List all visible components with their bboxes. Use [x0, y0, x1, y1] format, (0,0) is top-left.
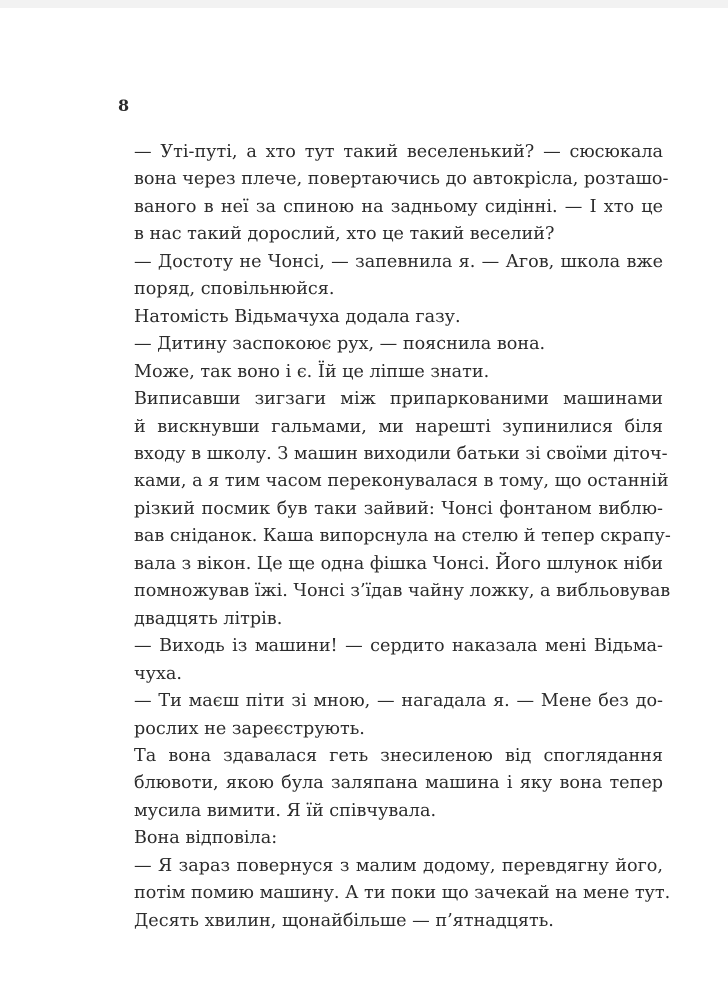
text-line: двадцять літрів.: [134, 608, 283, 629]
text-line: й вискнувши гальмами, ми нарешті зупинилися біля: [134, 416, 663, 437]
paragraph: [117, 386, 671, 633]
text-line: Вона відповіла:: [134, 828, 278, 849]
paragraph: [117, 853, 671, 935]
paragraph: [117, 743, 663, 825]
body-text: [117, 139, 671, 935]
text-line: — Уті-путі, а хто тут такий веселенький? — сюсюкала: [134, 142, 663, 162]
text-line: Десять хвилин, щонайбільше — п’ятнадцять.: [134, 910, 554, 931]
text-line: різкий посмик був таки зайвий: Чонсі фонтаном виблю-: [134, 498, 663, 519]
text-line: потім помию машину. А ти поки що зачекай на мене тут.: [134, 883, 671, 904]
text-line: помножував їжі. Чонсі з’їдав чайну ложку, а вибльовував: [134, 581, 671, 602]
text-line: — Виходь із машини! — сердито наказала мені Відьма-: [134, 636, 663, 657]
text-line: ваного в неї за спиною на задньому сидінні. — І хто це: [134, 196, 663, 217]
paragraph: [117, 825, 663, 852]
text-line: в нас такий дорослий, хто це такий веселий?: [134, 224, 555, 245]
text-line: вона через плече, повертаючись до автокрісла, розташо-: [134, 169, 669, 190]
paragraph: [117, 688, 663, 743]
text-line: Виписавши зигзаги між припаркованими машинами: [134, 389, 663, 410]
text-line: чуха.: [134, 663, 182, 684]
page-number: 8: [118, 96, 130, 115]
paragraph: [117, 139, 669, 249]
text-line: входу в школу. З машин виходили батьки зі своїми діточ-: [134, 443, 668, 464]
text-line: — Дитину заспокоює рух, — пояснила вона.: [134, 334, 546, 355]
text-line: вала з вікон. Це ще одна фішка Чонсі. Його шлунок ніби: [134, 553, 664, 574]
paragraph: [117, 331, 663, 358]
text-line: ками, а я тим часом переконувалася в тому, що останній: [134, 471, 669, 492]
text-line: блювоти, якою була заляпана машина і яку вона тепер: [134, 773, 663, 794]
paragraph: [117, 633, 663, 688]
paragraph: [117, 304, 663, 331]
text-line: — Ти маєш піти зі мною, — нагадала я. — Мене без до-: [134, 691, 663, 712]
text-line: Натомість Відьмачуха додала газу.: [134, 306, 461, 327]
paragraph: [117, 359, 663, 386]
text-line: рослих не зареєструють.: [134, 718, 365, 739]
text-line: — Достоту не Чонсі, — запевнила я. — Агов, школа вже: [134, 251, 663, 272]
text-line: вав сніданок. Каша випорснула на стелю й тепер скрапу-: [134, 526, 671, 547]
text-line: поряд, сповільнюйся.: [134, 279, 335, 300]
text-line: Може, так воно і є. Їй це ліпше знати.: [134, 361, 490, 382]
text-line: мусила вимити. Я їй співчувала.: [134, 800, 437, 821]
text-line: Та вона здавалася геть знесиленою від споглядання: [134, 745, 663, 766]
text-line: — Я зараз повернуся з малим додому, перевдягну його,: [134, 855, 663, 876]
paragraph: [117, 249, 663, 304]
